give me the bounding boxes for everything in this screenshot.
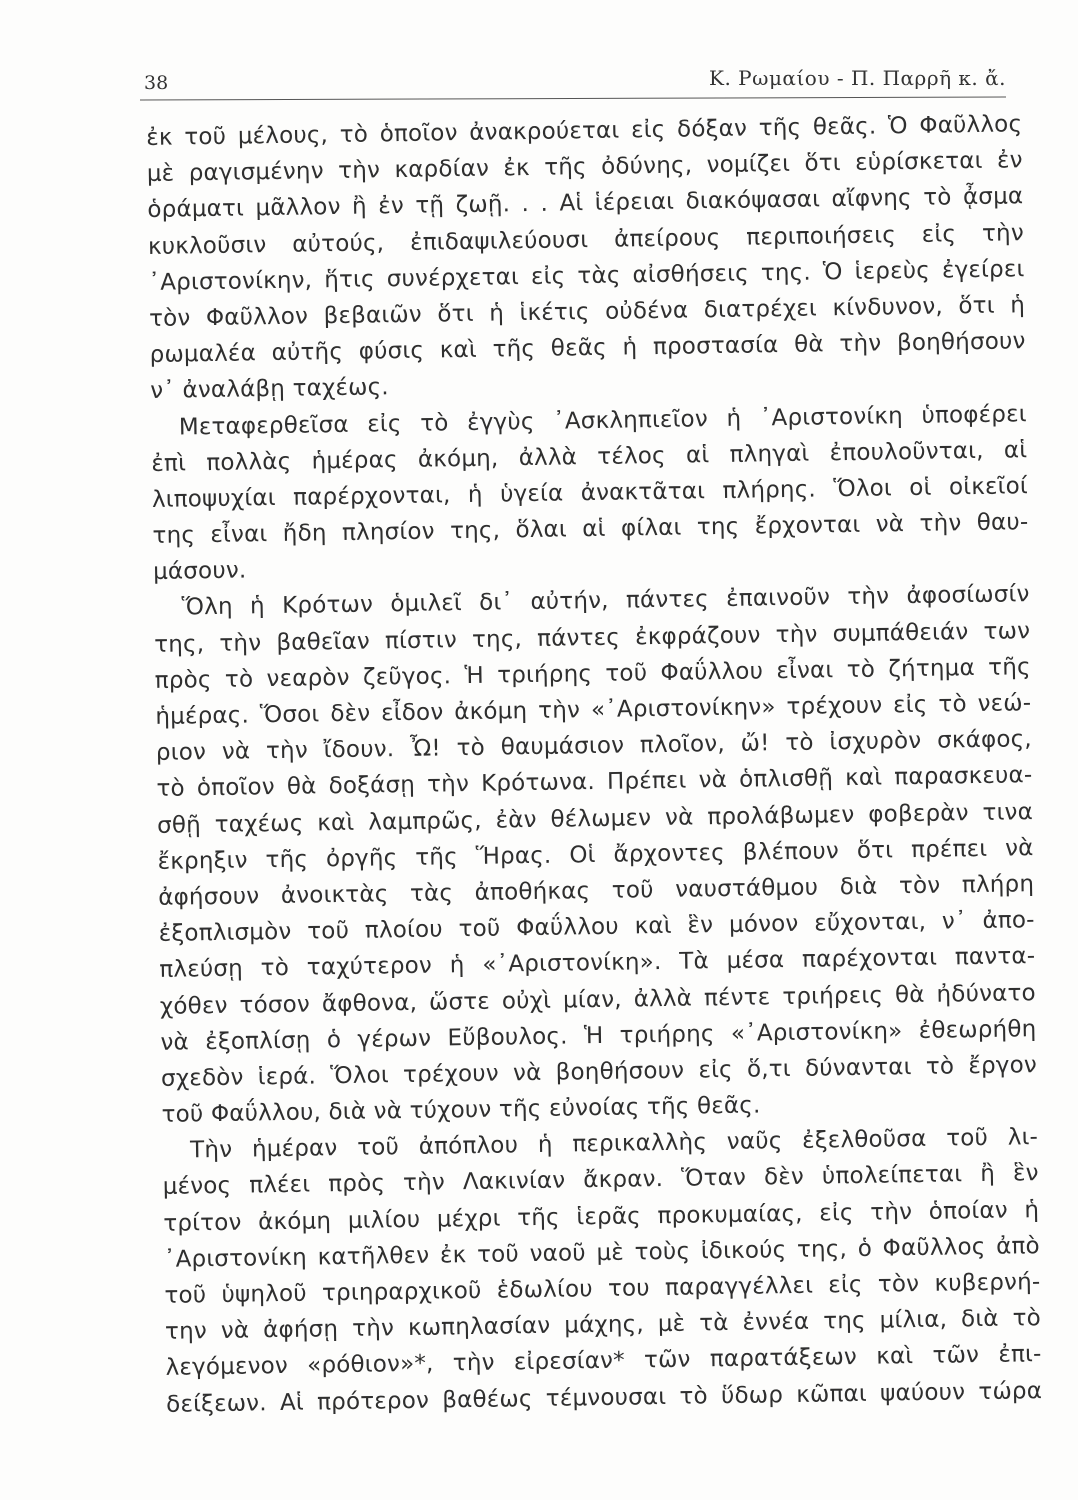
text-line: ἐκ τοῦ μέλους, τὸ ὁποῖον ἀνακρούεται εἰς δόξαν τῆς θεᾶς. Ὁ Φαῦλλος — [146, 111, 1023, 151]
text-line: ᾿Αριστονίκη κατῆλθεν ἐκ τοῦ ναοῦ μὲ τοὺς ἰδικούς της, ὁ Φαῦλλος ἀπὸ — [163, 1232, 1040, 1273]
text-line: τοῦ ὑψηλοῦ τριηραρχικοῦ ἑδωλίου του παραγγέλλει εἰς τὸν κυβερνή- — [164, 1269, 1041, 1309]
text-line: κυκλοῦσιν αὐτούς, ἐπιδαψιλεύουσι ἀπείρους περιποιήσεις εἰς τὴν — [147, 219, 1025, 260]
paragraph-start-line: Ὅλη ἡ Κρότων ὁμιλεῖ δι᾿ αὐτήν, πάντες ἐπαινοῦν τὴν ἀφοσίωσίν — [181, 581, 1030, 621]
text-line: δείξεων. Αἱ πρότερον βαθέως τέμνουσαι τὸ ὕδωρ κῶπαι ψαύουν τώρα — [165, 1377, 1043, 1418]
running-head: Κ. Ρωμαίου - Π. Παρρῆ κ. ἄ. — [709, 66, 1006, 90]
text-line: ριον νὰ τὴν ἴδουν. Ὦ! τὸ θαυμάσιον πλοῖον, ὤ! τὸ ἰσχυρὸν σκάφος, — [155, 726, 1033, 767]
text-line: τὸν Φαῦλλον βεβαιῶν ὅτι ἡ ἱκέτις οὐδένα διατρέχει κίνδυνον, ὅτι ἡ — [148, 292, 1026, 332]
text-line: λεγόμενον «ρόθιον»*, τὴν εἰρεσίαν* τῶν παρατάξεων καὶ τῶν ἐπι- — [165, 1341, 1042, 1382]
text-line: μάσουν. — [152, 557, 247, 586]
text-line: ν᾿ ἀναλάβῃ ταχέως. — [150, 374, 390, 405]
text-line: λιποψυχίαι παρέρχονται, ἡ ὑγεία ἀνακτᾶται πλήρης. Ὅλοι οἱ οἰκεῖοί — [151, 473, 1029, 513]
text-line: ἐξοπλισμὸν τοῦ πλοίου τοῦ Φαΰλλου καὶ ἓν μόνον εὔχονται, ν᾿ ἀπο- — [158, 907, 1035, 948]
paragraph-start-line: Τὴν ἡμέραν τοῦ ἀπόπλου ἡ περικαλλὴς ναῦς ἐξελθοῦσα τοῦ λι- — [189, 1124, 1039, 1164]
page-number: 38 — [144, 72, 169, 94]
text-line: ἡμέρας. Ὅσοι δὲν εἶδον ἀκόμη τὴν «᾿Αριστονίκην» τρέχουν εἰς τὸ νεώ- — [155, 690, 1032, 730]
paragraph-start-line: Μεταφερθεῖσα εἰς τὸ ἐγγὺς ᾿Ασκληπιεῖον ἡ ᾿Αριστονίκη ὑποφέρει — [178, 400, 1027, 441]
page-header — [140, 58, 1012, 98]
text-line: τοῦ Φαΰλλου, διὰ νὰ τύχουν τῆς εὐνοίας τῆς θεᾶς. — [161, 1092, 761, 1128]
text-line: πρὸς τὸ νεαρὸν ζεῦγος. Ἡ τριήρης τοῦ Φαΰλλου εἶναι τὸ ζήτημα τῆς — [154, 653, 1031, 694]
text-line: της, τὴν βαθεῖαν πίστιν της, πάντες ἐκφράζουν τὴν συμπάθειάν των — [154, 617, 1031, 658]
text-line: την νὰ ἀφήσῃ τὴν κωπηλασίαν μάχης, μὲ τὰ ἐννέα της μίλια, διὰ τὸ — [164, 1305, 1042, 1346]
text-line: χόθεν τόσον ἄφθονα, ὥστε οὐχὶ μίαν, ἀλλὰ πέντε τριήρεις θὰ ἠδύνατο — [159, 979, 1037, 1020]
text-line: τρίτον ἀκόμη μιλίου μέχρι τῆς ἱερᾶς προκυμαίας, εἰς τὴν ὁποίαν ἡ — [163, 1196, 1040, 1237]
body-text — [146, 106, 1042, 1422]
text-line: σθῇ ταχέως καὶ λαμπρῶς, ἐὰν θέλωμεν νὰ προλάβωμεν φοβερὰν τινα — [156, 798, 1034, 839]
text-line: ἔκρηξιν τῆς ὀργῆς τῆς Ἥρας. Οἱ ἄρχοντες βλέπουν ὅτι πρέπει νὰ — [157, 834, 1034, 875]
text-line: ὁράματι μᾶλλον ἢ ἐν τῇ ζωῇ. . . Αἱ ἱέρειαι διακόψασαι αἴφνης τὸ ᾆσμα — [147, 183, 1024, 224]
text-line: σχεδὸν ἱερά. Ὅλοι τρέχουν νὰ βοηθήσουν εἰς ὅ,τι δύνανται τὸ ἔργον — [160, 1051, 1038, 1092]
text-line: ρωμαλέα αὐτῆς φύσις καὶ τῆς θεᾶς ἡ προστασία θὰ τὴν βοηθήσουν — [149, 328, 1026, 369]
text-line: ἀφήσουν ἀνοικτὰς τὰς ἀποθήκας τοῦ ναυστάθμου διὰ τὸν πλήρη — [158, 871, 1035, 911]
text-line: νὰ ἐξοπλίσῃ ὁ γέρων Εὔβουλος. Ἡ τριήρης «᾿Αριστονίκη» ἐθεωρήθη — [160, 1015, 1037, 1056]
text-line: ᾿Αριστονίκην, ἥτις συνέρχεται εἰς τὰς αἰσθήσεις της. Ὁ ἱερεὺς ἐγείρει — [148, 255, 1025, 296]
text-line: της εἶναι ἤδη πλησίον της, ὅλαι αἱ φίλαι της ἔρχονται νὰ τὴν θαυ- — [152, 509, 1029, 550]
text-line: πλεύσῃ τὸ ταχύτερον ἡ «᾿Αριστονίκη». Τὰ μέσα παρέχονται παντα- — [159, 943, 1036, 984]
text-line: τὸ ὁποῖον θὰ δοξάσῃ τὴν Κρότωνα. Πρέπει νὰ ὁπλισθῇ καὶ παρασκευα- — [156, 762, 1033, 803]
text-line: ἐπὶ πολλὰς ἡμέρας ἀκόμη, ἀλλὰ τέλος αἱ πληγαὶ ἐπουλοῦνται, αἱ — [151, 436, 1028, 477]
text-line: μὲ ραγισμένην τὴν καρδίαν ἐκ τῆς ὀδύνης, νομίζει ὅτι εὑρίσκεται ἐν — [146, 147, 1023, 188]
text-line: μένος πλέει πρὸς τὴν Λακινίαν ἄκραν. Ὅταν δὲν ὑπολείπεται ἢ ἓν — [162, 1160, 1039, 1201]
